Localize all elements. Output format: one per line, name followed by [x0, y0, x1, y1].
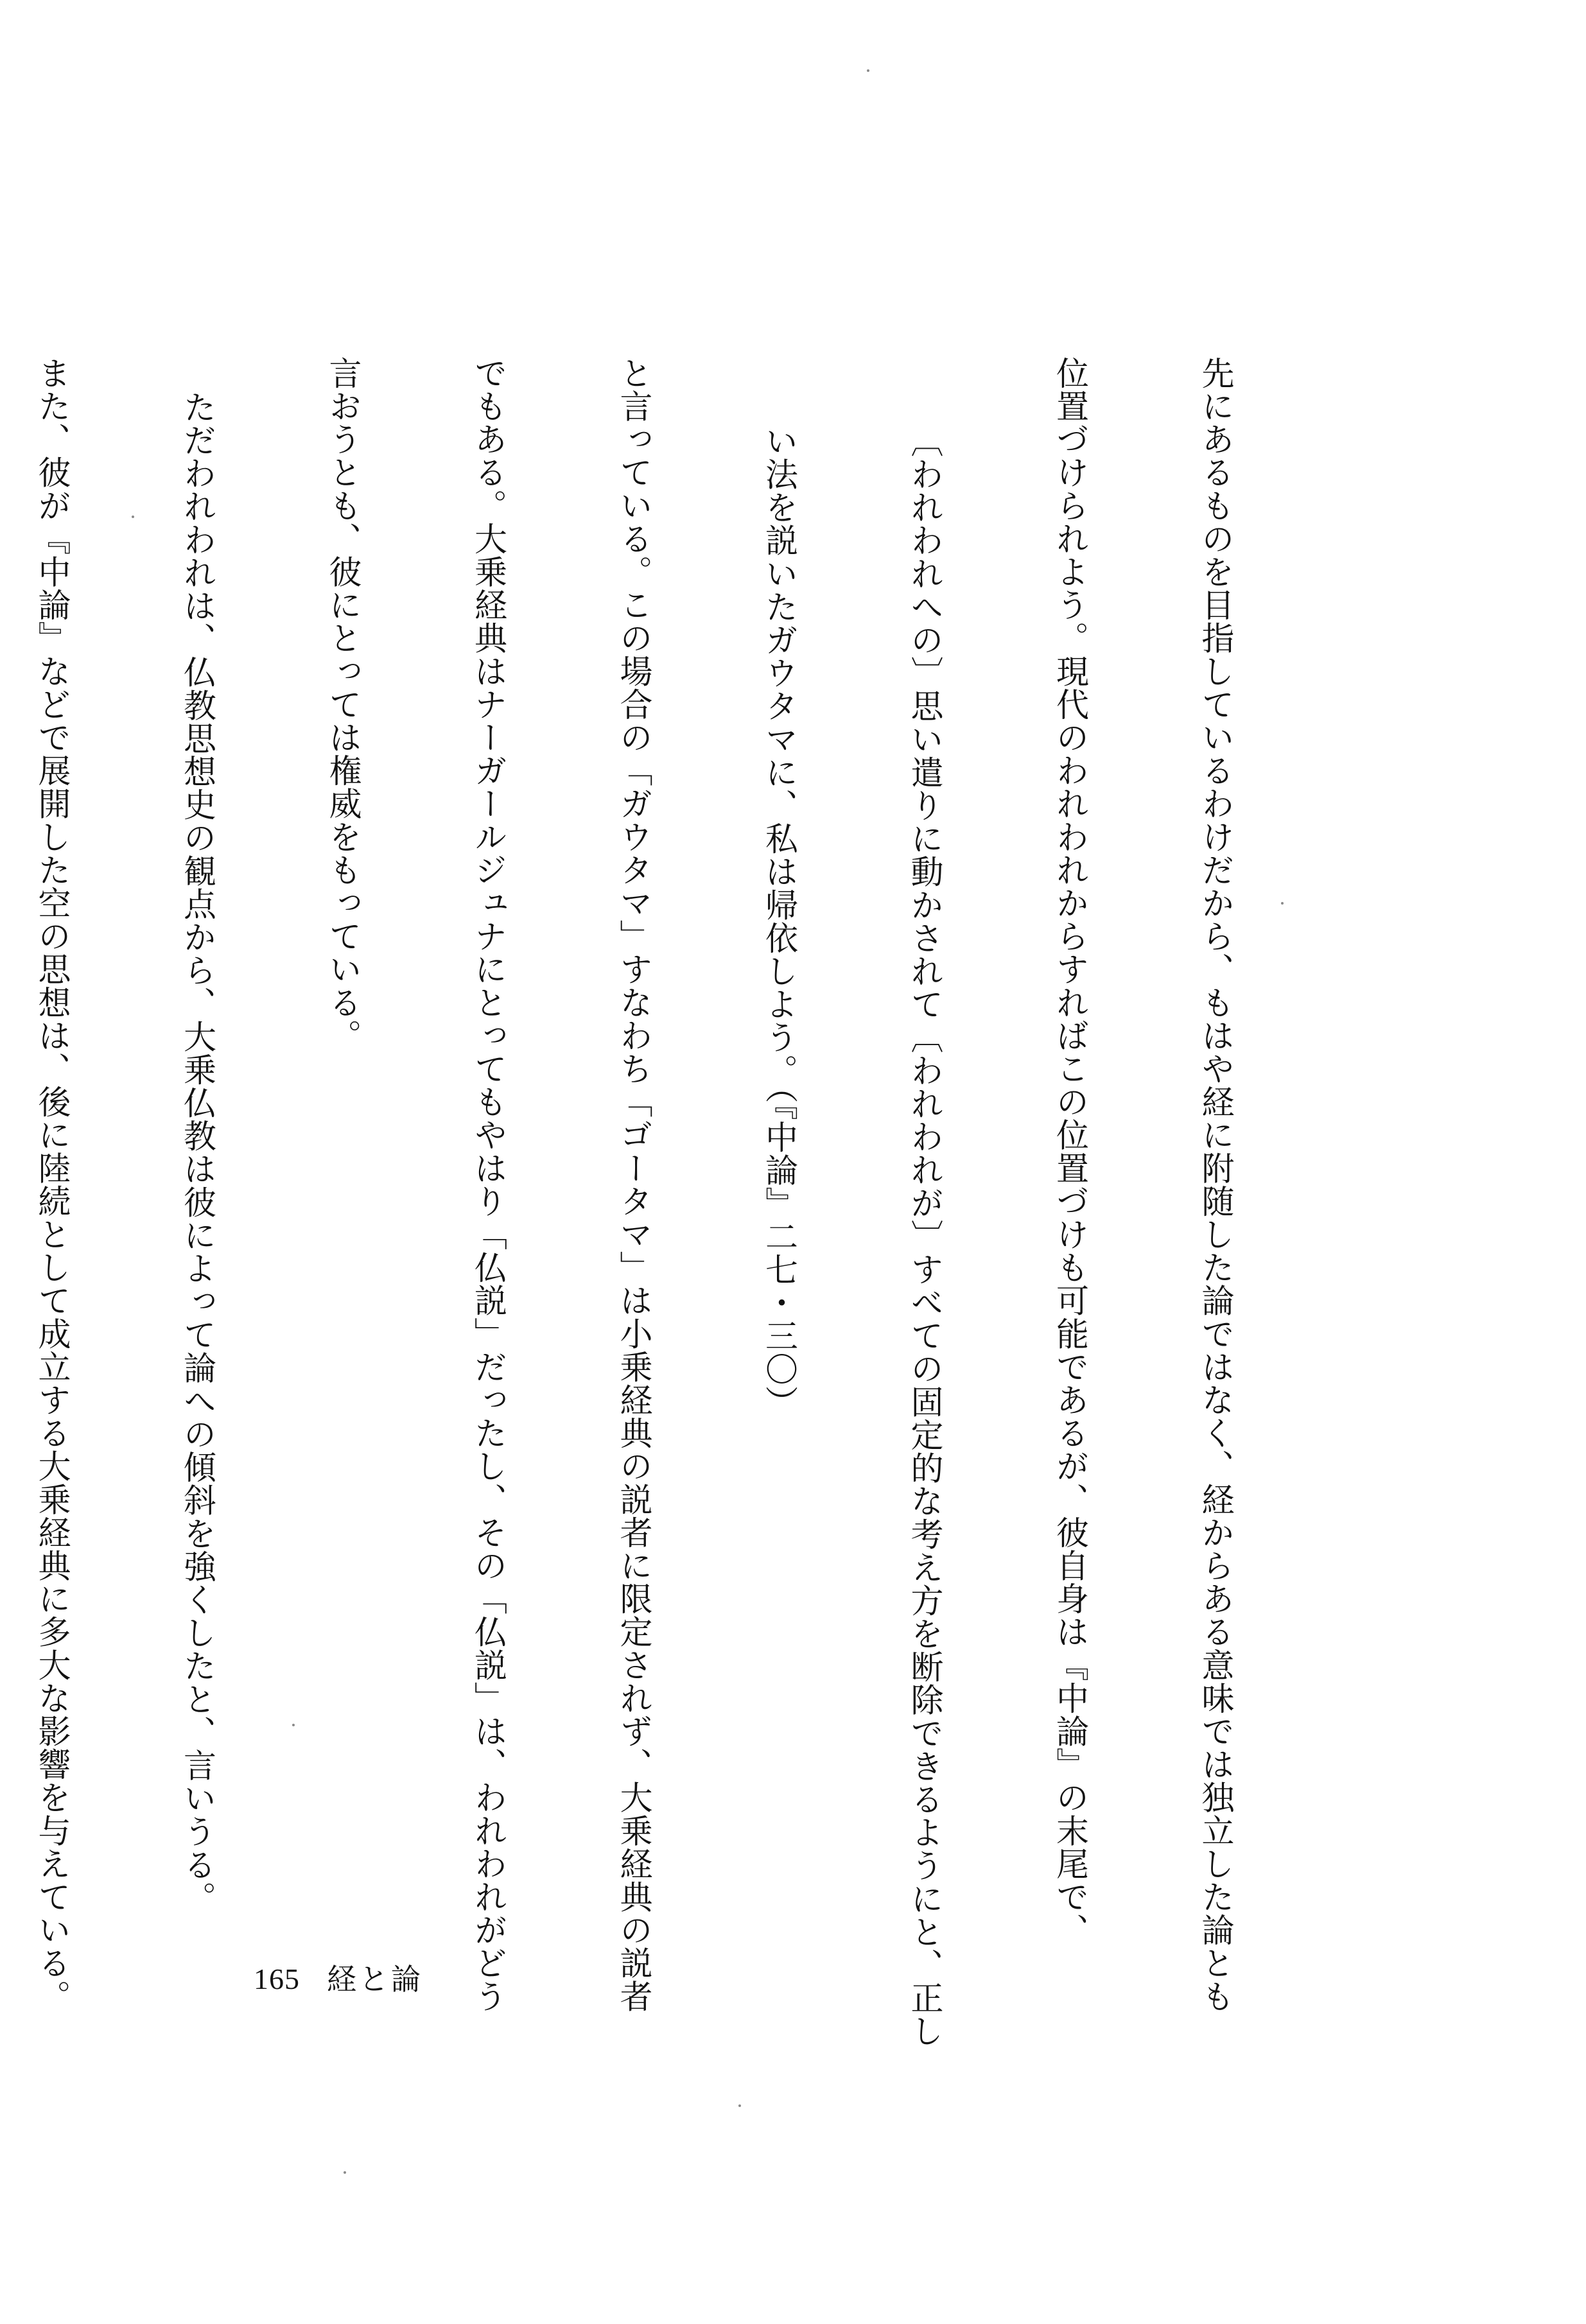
scan-speck — [132, 516, 134, 518]
running-head: 経と論 — [327, 1962, 423, 1997]
page-number: 165 — [254, 1963, 300, 1995]
quotation-line: 〔われわれへの〕思い遣りに動かされて〔われわれが〕すべての固定的な考え方を断除できるようにと、正し — [905, 424, 943, 2048]
body-line: 位置づけられよう。現代のわれわれからすればこの位置づけも可能であるが、彼自身は『中論』の末尾で、 — [1050, 356, 1088, 1947]
body-line: 言おうとも、彼にとっては権威をもっている。 — [323, 356, 361, 1052]
scan-speck — [1281, 902, 1284, 905]
scan-speck — [867, 69, 869, 72]
body-line: 先にあるものを目指しているわけだから、もはや経に附随した論ではなく、経からある意味では独立した論とも — [1196, 356, 1233, 2013]
body-line: と言っている。この場合の「ガウタマ」すなわち「ゴータマ」は小乗経典の説者に限定されず、大乗経典の説者 — [614, 356, 652, 2013]
scan-speck — [344, 2171, 346, 2174]
quotation-line: い法を説いたガウタマに、私は帰依しよう。（『中論』二七・三〇） — [759, 424, 797, 1419]
body-line: また、彼が『中論』などで展開した空の思想は、後に陸続として成立する大乗経典に多大な影響を与えている。 — [32, 356, 70, 2013]
page-footer — [254, 1963, 423, 1995]
scan-speck — [292, 1724, 295, 1726]
body-line: でもある。大乗経典はナーガールジュナにとってもやはり「仏説」だったし、その「仏説」は、われわれがどう — [468, 356, 507, 2013]
paragraph-start-line: ただわれわれは、仏教思想史の観点から、大乗仏教は彼によって論への傾斜を強くしたと、言いうる。 — [177, 390, 216, 1914]
scan-speck — [738, 2104, 741, 2107]
